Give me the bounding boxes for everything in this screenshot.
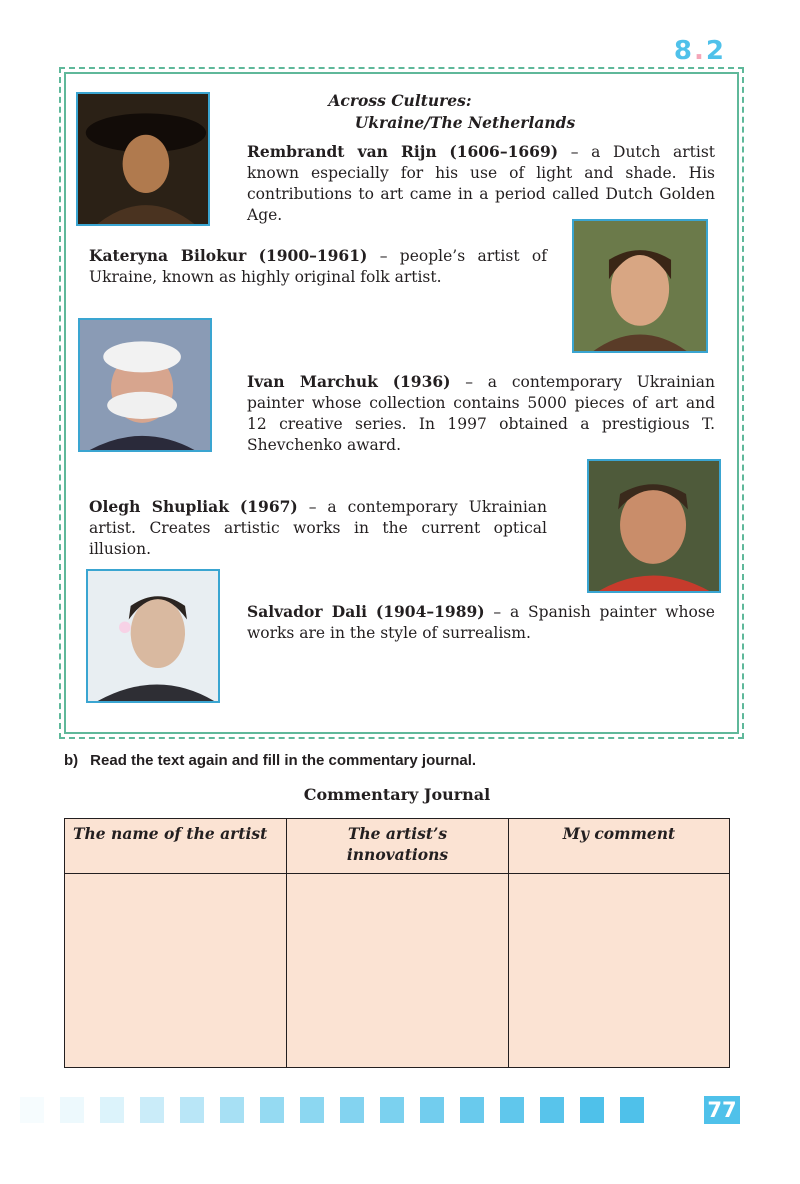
artist-description: – people’s artist of Ukraine, known as highly original folk artist.: [89, 247, 547, 286]
portrait-bilokur: [572, 219, 708, 353]
portrait-marchuk: [78, 318, 212, 452]
artist-shupliak: [89, 496, 547, 560]
column-header: My comment: [509, 819, 730, 874]
section-major: 8: [673, 36, 695, 66]
artist-years: (1904–1989): [375, 602, 485, 621]
artist-name: Salvador Dali: [247, 602, 368, 621]
artist-rembrandt: [247, 141, 715, 226]
heading-line-2: Ukraine/The Netherlands: [354, 113, 576, 132]
heading-line-1: Across Cultures:: [328, 91, 472, 110]
artist-marchuk: [247, 371, 715, 456]
table-cell[interactable]: [287, 874, 509, 1068]
table-header-row: [65, 819, 730, 874]
portrait-dali: [86, 569, 220, 703]
artist-dali: [247, 601, 715, 644]
task-instruction: [64, 752, 476, 769]
column-header: The artist’s innovations: [287, 819, 509, 874]
commentary-journal-table: [64, 818, 730, 1068]
portrait-rembrandt: [76, 92, 210, 226]
section-number: 8.2: [673, 36, 726, 66]
artist-description: – a contemporary Ukrainian painter whose collection contains 5000 pieces of art and 12 creative series. In 1997 obtained a prestigious T. Shevchenko award.: [247, 373, 715, 454]
task-letter: b): [64, 752, 79, 769]
table-cell[interactable]: [65, 874, 287, 1068]
artist-years: (1606–1669): [449, 142, 559, 161]
artist-years: (1967): [239, 497, 298, 516]
artist-bilokur: [89, 245, 547, 288]
artist-name: Olegh Shupliak: [89, 497, 229, 516]
page-number: 77: [704, 1096, 740, 1124]
artist-description: – a Dutch artist known especially for his use of light and shade. His contributions to art came in a period called Dutch Golden Age.: [247, 143, 716, 224]
journal-title: Commentary Journal: [303, 785, 491, 804]
column-header: The name of the artist: [65, 819, 287, 874]
artist-name: Kateryna Bilokur: [89, 246, 247, 265]
task-text: Read the text again and fill in the commentary journal.: [90, 752, 477, 769]
artist-description: – a contemporary Ukrainian artist. Creates artistic works in the current optical illusion.: [89, 498, 548, 558]
artist-name: Ivan Marchuk: [247, 372, 378, 391]
artist-years: (1900–1961): [258, 246, 368, 265]
portrait-shupliak: [587, 459, 721, 593]
footer-decoration: [20, 1097, 700, 1123]
artist-description: – a Spanish painter whose works are in the style of surrealism.: [247, 603, 715, 642]
table-row: [65, 874, 730, 1068]
section-minor: 2: [705, 36, 726, 66]
box-heading: [240, 90, 630, 134]
table-cell[interactable]: [509, 874, 730, 1068]
artist-name: Rembrandt van Rijn: [247, 142, 437, 161]
artist-years: (1936): [392, 372, 451, 391]
